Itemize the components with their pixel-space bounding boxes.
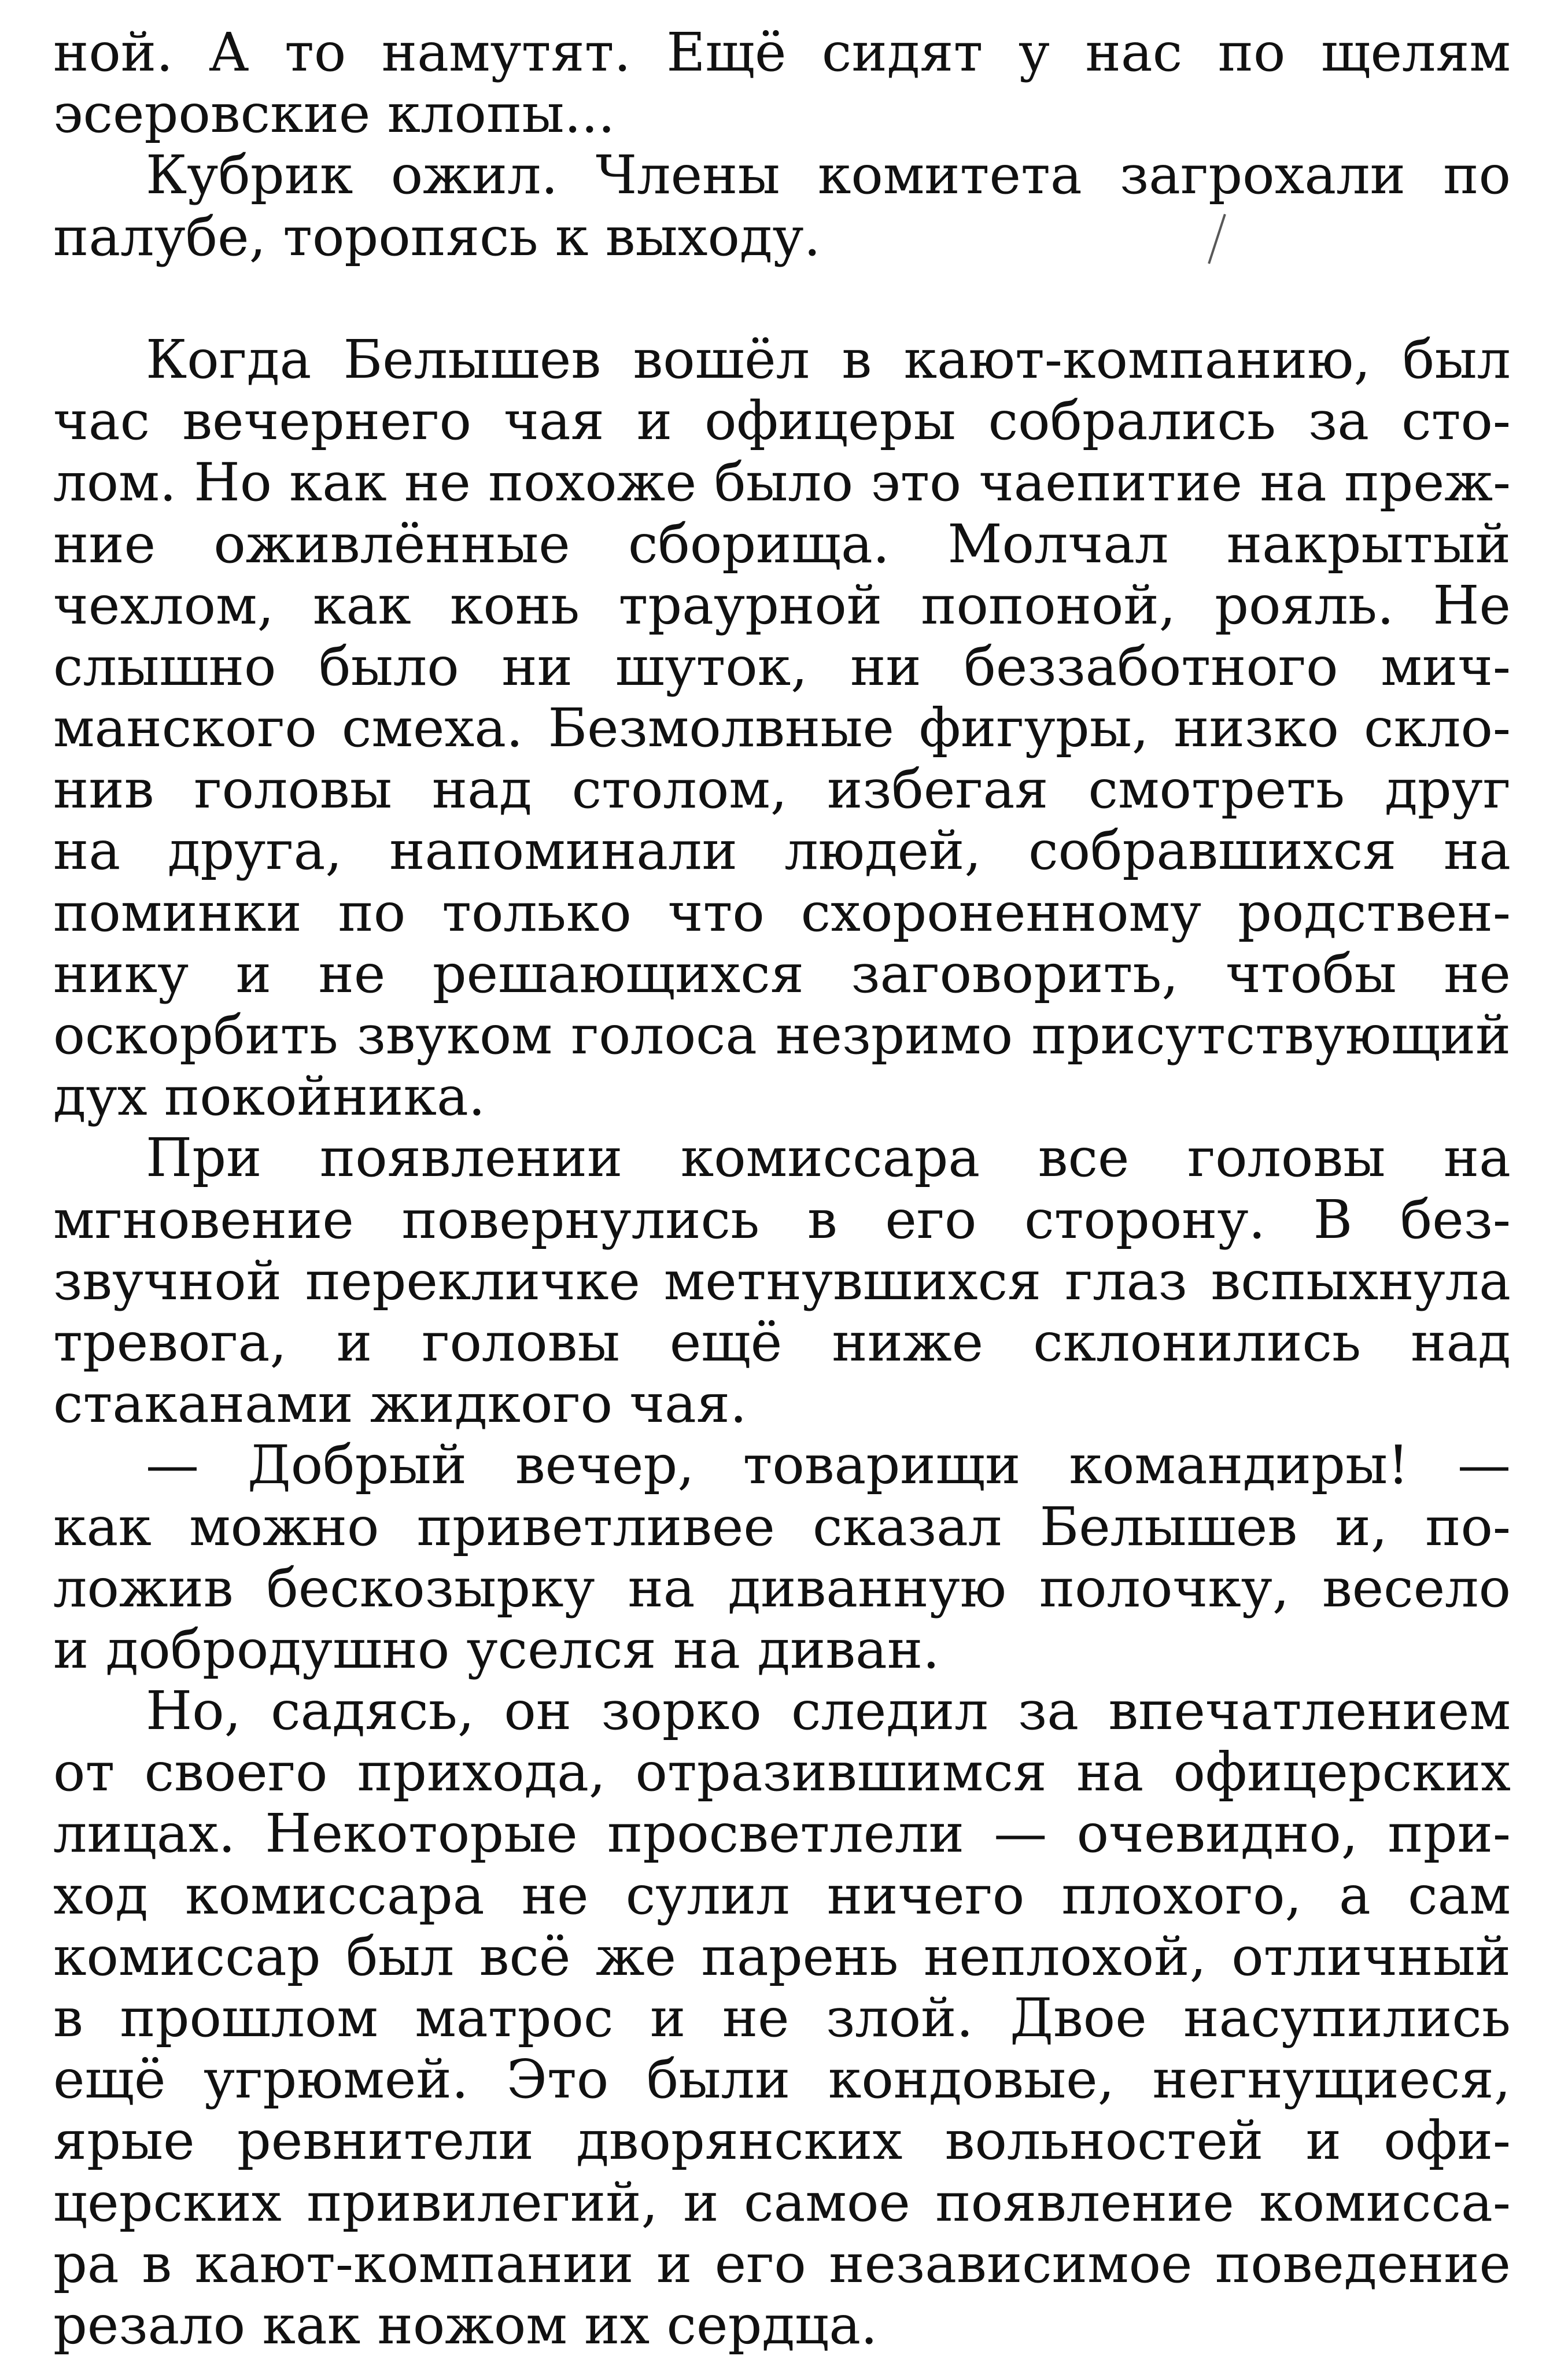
text-line: манского смеха. Безмолвные фигуры, низко скло- [53,697,1511,760]
text-line: оскорбить звуком голоса незримо присутствующий [53,1004,1511,1066]
text-line: звучной перекличке метнувшихся глаз вспыхнула [53,1249,1511,1312]
text-line: нив головы над столом, избегая смотреть друг [53,758,1511,821]
text-line: Но, садясь, он зорко следил за впечатлением [146,1680,1511,1742]
text-line: — Добрый вечер, товарищи командиры! — [146,1434,1511,1496]
text-line: лом. Но как не похоже было это чаепитие на преж- [53,451,1511,514]
text-line: ложив бескозырку на диванную полочку, весело [53,1557,1511,1619]
text-line: комиссар был всё же парень неплохой, отличный [53,1925,1511,1988]
paragraph-5 [53,1435,1511,1680]
text-line: тревога, и головы ещё ниже склонились над [53,1311,1511,1373]
text-line: стаканами жидкого чая. [53,1373,747,1435]
paragraph-3 [53,329,1511,1127]
text-line: Кубрик ожил. Члены комитета загрохали по [146,144,1511,207]
text-line: эсеровские клопы... [53,83,615,145]
paragraph-1 [53,22,1511,145]
paragraph-2 [53,145,1511,267]
text-line: час вечернего чая и офицеры собрались за сто- [53,390,1511,452]
text-line: резало как ножом их сердца. [53,2294,878,2356]
paragraph-4 [53,1127,1511,1435]
text-line: лицах. Некоторые просветлели — очевидно, при- [53,1802,1511,1865]
text-line: палубе, торопясь к выходу. [53,205,821,268]
text-line: поминки по только что схороненному родствен- [53,881,1511,943]
text-line: чехлом, как конь траурной попоной, рояль. Не [53,574,1511,636]
text-line: от своего прихода, отразившимся на офицерских [53,1741,1511,1804]
text-line: как можно приветливее сказал Белышев и, по- [53,1495,1511,1558]
paragraph-6 [53,1680,1511,2356]
text-line: ход комиссара не сулил ничего плохого, а сам [53,1864,1511,1926]
text-line: ещё угрюмей. Это были кондовые, негнущиеся, [53,2048,1511,2111]
text-line: ра в кают-компании и его независимое поведение [53,2232,1511,2295]
text-line: мгновение повернулись в его сторону. В без- [53,1188,1511,1251]
text-line: Когда Белышев вошёл в кают-компанию, был [146,328,1511,390]
text-line: и добродушно уселся на диван. [53,1618,940,1680]
book-page [53,21,1511,2356]
text-line: слышно было ни шуток, ни беззаботного мич- [53,635,1511,698]
text-line: ярые ревнители дворянских вольностей и офи- [53,2110,1511,2172]
text-line: ной. А то намутят. Ещё сидят у нас по щелям [53,21,1511,83]
text-line: ние оживлённые сборища. Молчал накрытый [53,513,1511,575]
text-line: нику и не решающихся заговорить, чтобы не [53,942,1511,1005]
text-line: на друга, напоминали людей, собравшихся на [53,820,1511,882]
section-break [53,268,1511,329]
text-line: церских привилегий, и самое появление комисса- [53,2171,1511,2233]
text-line: При появлении комиссара все головы на [146,1127,1511,1189]
text-line: дух покойника. [53,1066,486,1128]
text-line: в прошлом матрос и не злой. Двое насупились [53,1987,1511,2049]
